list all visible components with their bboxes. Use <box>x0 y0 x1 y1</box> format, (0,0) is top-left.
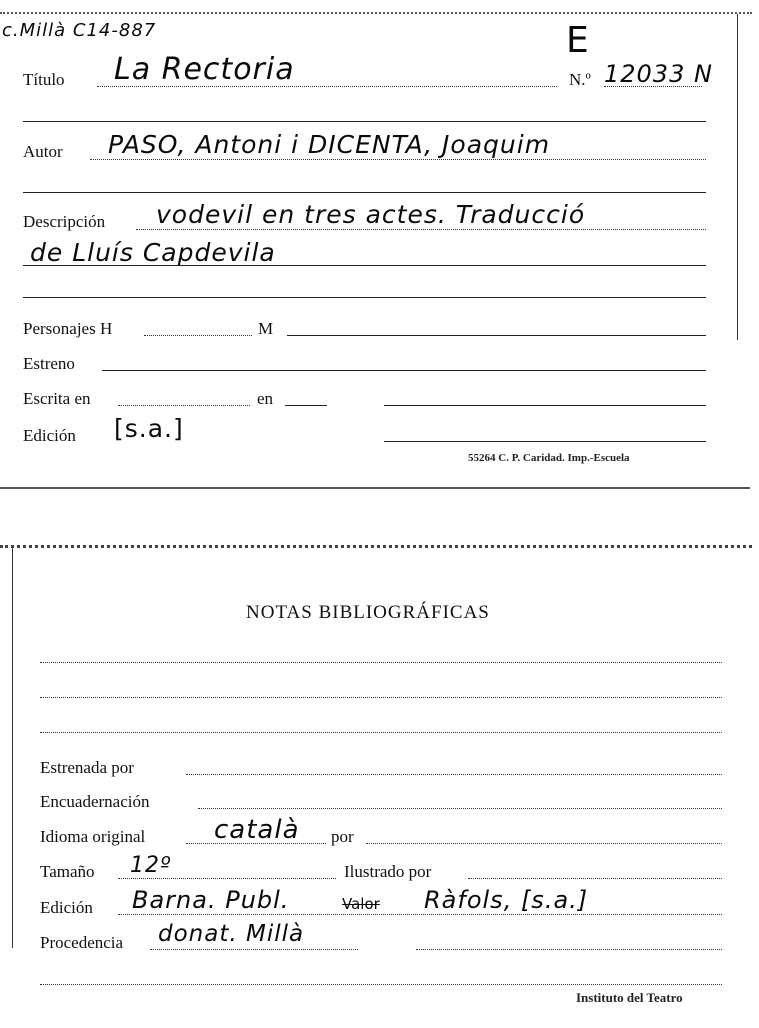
card-top-edge <box>0 545 752 548</box>
numero-line <box>604 86 702 87</box>
card-right-edge <box>737 14 738 340</box>
tamano-value: 12º <box>130 853 172 878</box>
personajes-m-label: M <box>258 319 274 338</box>
idioma-por-line <box>366 843 722 844</box>
idioma-label: Idioma original <box>40 827 146 846</box>
blank-line <box>40 984 722 985</box>
autor-value: PASO, Antoni i DICENTA, Joaquim <box>108 130 551 159</box>
institution-stamp: Instituto del Teatro <box>576 990 683 1005</box>
blank-rule <box>23 297 706 298</box>
tamano-label: Tamaño <box>40 862 95 881</box>
encuadernacion-label: Encuadernación <box>40 792 150 811</box>
edicion-line <box>384 441 706 442</box>
autor-label: Autor <box>23 142 63 161</box>
personajes-m-line <box>287 335 706 336</box>
idioma-value: català <box>214 815 300 845</box>
edicion-label: Edición <box>23 426 76 445</box>
estrenada-por-line <box>186 774 722 775</box>
escrita-en-line-2 <box>384 405 706 406</box>
autor-line <box>90 159 706 160</box>
titulo-label: Título <box>23 70 65 89</box>
escrita-line <box>118 405 250 406</box>
edicion-value-part1: Barna. Publ. <box>132 886 290 914</box>
category-letter: E <box>566 20 590 61</box>
titulo-value: La Rectoria <box>114 52 295 87</box>
escrita-label: Escrita en <box>23 389 91 408</box>
escrita-en-line <box>285 405 327 406</box>
numero-label: N.º <box>569 70 591 89</box>
edicion-value: [s.a.] <box>114 414 184 443</box>
numero-value: 12033 N <box>604 60 713 88</box>
blank-line <box>40 697 722 698</box>
idioma-por-label: por <box>331 827 354 846</box>
card-top-edge <box>0 12 752 14</box>
ilustrado-label: Ilustrado por <box>344 862 432 881</box>
blank-rule <box>23 192 706 193</box>
estreno-label: Estreno <box>23 354 75 373</box>
printer-credit: 55264 C. P. Caridad. Imp.-Escuela <box>468 452 630 464</box>
descripcion-value-line2: de Lluís Capdevila <box>30 238 276 267</box>
escrita-en-label: en <box>257 389 274 408</box>
procedencia-line-2 <box>416 949 722 950</box>
blank-line <box>40 662 722 663</box>
procedencia-label: Procedencia <box>40 933 124 952</box>
edicion-line <box>118 914 722 915</box>
estrenada-por-label: Estrenada por <box>40 758 134 777</box>
notas-heading: NOTAS BIBLIOGRÁFICAS <box>246 602 490 623</box>
personajes-label: Personajes H <box>23 319 113 338</box>
edicion-label: Edición <box>40 898 93 917</box>
card-left-edge <box>12 548 13 948</box>
procedencia-value: donat. Millà <box>158 921 305 947</box>
blank-rule <box>23 121 706 122</box>
descripcion-label: Descripción <box>23 212 106 231</box>
blank-rule <box>23 265 706 266</box>
edicion-struck-word: Valor <box>342 895 380 913</box>
card-bottom-edge <box>0 487 750 489</box>
catalog-reference: c.Millà C14-887 <box>2 20 157 41</box>
edicion-value-part2: Ràfols, [s.a.] <box>424 886 589 914</box>
estreno-line <box>102 370 706 371</box>
encuadernacion-line <box>198 808 722 809</box>
blank-line <box>40 732 722 733</box>
procedencia-line <box>150 949 358 950</box>
ilustrado-line <box>468 878 722 879</box>
descripcion-value-line1: vodevil en tres actes. Traducció <box>156 200 586 229</box>
descripcion-line <box>136 229 706 230</box>
personajes-h-line <box>144 335 252 336</box>
idioma-line <box>186 843 326 844</box>
tamano-line <box>118 878 336 879</box>
